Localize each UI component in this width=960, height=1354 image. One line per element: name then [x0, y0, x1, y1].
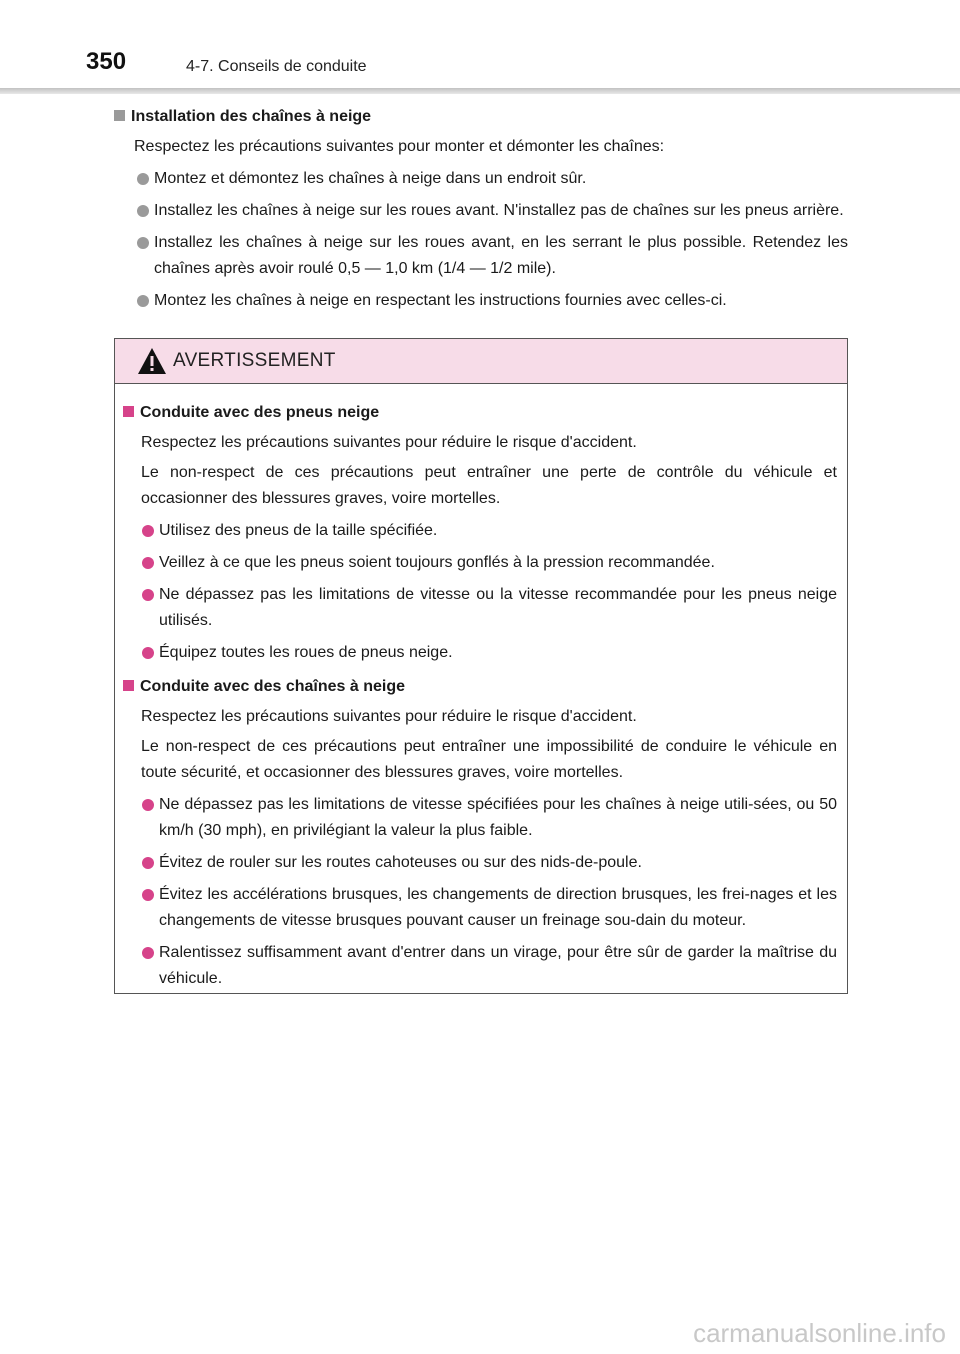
warning-title: AVERTISSEMENT — [173, 350, 336, 371]
list-item-text: Évitez de rouler sur les routes cahoteuses ou sur des nids-de-poule. — [159, 854, 642, 871]
list-item-text: Montez et démontez les chaînes à neige dans un endroit sûr. — [154, 170, 587, 187]
list-item — [114, 288, 848, 314]
list-item — [123, 640, 837, 666]
list-item-text: Équipez toutes les roues de pneus neige. — [159, 644, 453, 661]
install-section — [114, 104, 848, 314]
list-item-text: Installez les chaînes à neige sur les roues avant, en les serrant le plus possible. Retendez les chaînes après avoir roulé 0,5 — 1,0 km (1/4 — 1/2 mile). — [154, 234, 848, 277]
circle-bullet-icon — [137, 173, 149, 185]
list-item-text: Veillez à ce que les pneus soient toujours gonflés à la pression recommandée. — [159, 554, 715, 571]
list-item-text: Évitez les accélérations brusques, les changements de direction brusques, les frei-nages et les changements de vitesse brusques pouvant causer un freinage sou-dain du moteur. — [159, 886, 837, 929]
warning-body — [115, 384, 847, 992]
warning-section-heading — [123, 400, 837, 426]
list-item — [114, 198, 848, 224]
list-item — [114, 230, 848, 282]
list-item — [114, 166, 848, 192]
warning-section-heading — [123, 674, 837, 700]
page-header — [0, 0, 960, 96]
circle-bullet-icon — [142, 799, 154, 811]
install-intro: Respectez les précautions suivantes pour monter et démonter les chaînes: — [134, 138, 665, 155]
list-item-text: Montez les chaînes à neige en respectant les instructions fournies avec celles-ci. — [154, 292, 727, 309]
circle-bullet-icon — [142, 525, 154, 537]
list-item — [123, 850, 837, 876]
circle-bullet-icon — [142, 647, 154, 659]
circle-bullet-icon — [137, 205, 149, 217]
watermark: carmanualsonline.info — [693, 1318, 946, 1348]
page-number: 350 — [86, 48, 127, 75]
header-rule — [0, 88, 960, 94]
list-item — [123, 882, 837, 934]
list-item-text: Utilisez des pneus de la taille spécifiée. — [159, 522, 438, 539]
section-title: 4-7. Conseils de conduite — [186, 58, 367, 75]
warning-intro: Respectez les précautions suivantes pour réduire le risque d'accident. — [141, 434, 637, 451]
list-item-text: Ralentissez suffisamment avant d'entrer dans un virage, pour être sûr de garder la maîtrise du véhicule. — [159, 944, 837, 987]
warning-triangle-icon — [137, 347, 167, 375]
circle-bullet-icon — [142, 589, 154, 601]
square-bullet-icon — [114, 110, 125, 121]
list-item — [123, 550, 837, 576]
circle-bullet-icon — [142, 857, 154, 869]
square-bullet-icon — [123, 680, 134, 691]
circle-bullet-icon — [142, 889, 154, 901]
list-item — [123, 792, 837, 844]
install-title: Installation des chaînes à neige — [131, 108, 372, 125]
warning-intro: Respectez les précautions suivantes pour réduire le risque d'accident. — [141, 708, 637, 725]
warning-section-title: Conduite avec des chaînes à neige — [140, 678, 405, 695]
circle-bullet-icon — [137, 295, 149, 307]
warning-intro: Le non-respect de ces précautions peut entraîner une impossibilité de conduire le véhicule en toute sécurité, et occasionner des blessures graves, voire mortelles. — [141, 738, 837, 781]
circle-bullet-icon — [137, 237, 149, 249]
circle-bullet-icon — [142, 947, 154, 959]
list-item-text: Ne dépassez pas les limitations de vitesse ou la vitesse recommandée pour les pneus neige utilisés. — [159, 586, 837, 629]
circle-bullet-icon — [142, 557, 154, 569]
list-item — [123, 582, 837, 634]
warning-section-title: Conduite avec des pneus neige — [140, 404, 380, 421]
warning-intro: Le non-respect de ces précautions peut entraîner une perte de contrôle du véhicule et occasionner des blessures graves, voire mortelles. — [141, 464, 837, 507]
square-bullet-icon — [123, 406, 134, 417]
list-item — [123, 940, 837, 992]
warning-box — [114, 338, 848, 994]
list-item-text: Installez les chaînes à neige sur les roues avant. N'installez pas de chaînes sur les pneus arrière. — [154, 202, 844, 219]
install-heading — [114, 104, 848, 130]
warning-header — [115, 339, 847, 384]
list-item-text: Ne dépassez pas les limitations de vitesse spécifiées pour les chaînes à neige utili-sées, ou 50 km/h (30 mph), en privilégiant la valeur la plus faible. — [159, 796, 837, 839]
list-item — [123, 518, 837, 544]
